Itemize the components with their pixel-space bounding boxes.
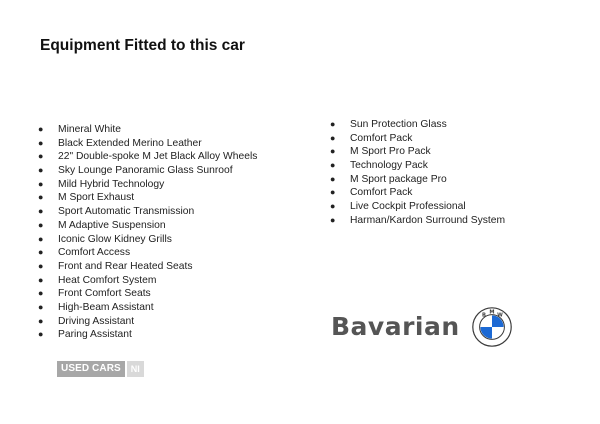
equipment-item xyxy=(38,150,257,164)
equipment-item-label: Comfort Access xyxy=(58,247,131,259)
equipment-item xyxy=(330,159,505,173)
equipment-item-label: Iconic Glow Kidney Grills xyxy=(58,233,172,245)
bullet-icon: ● xyxy=(38,260,44,271)
equipment-item xyxy=(38,233,257,247)
equipment-item-label: Technology Pack xyxy=(350,160,428,172)
used-cars-label: USED CARS xyxy=(57,361,125,377)
bullet-icon: ● xyxy=(38,329,44,340)
region-label: NI xyxy=(127,361,144,377)
bullet-icon: ● xyxy=(38,124,44,134)
bmw-letter-w: W xyxy=(496,312,503,319)
equipment-item xyxy=(330,118,505,132)
equipment-item xyxy=(330,173,505,187)
equipment-item-label: Live Cockpit Professional xyxy=(350,201,466,213)
equipment-item xyxy=(38,274,257,288)
equipment-item-label: High-Beam Assistant xyxy=(58,301,154,313)
equipment-item xyxy=(38,219,257,233)
equipment-item-label: Sky Lounge Panoramic Glass Sunroof xyxy=(58,165,233,177)
equipment-item-label: M Adaptive Suspension xyxy=(58,219,166,231)
equipment-item xyxy=(38,328,257,342)
equipment-item-label: Mineral White xyxy=(58,124,121,135)
bmw-roundel-icon xyxy=(472,307,512,347)
equipment-item-label: Comfort Pack xyxy=(350,187,413,199)
equipment-item xyxy=(38,123,257,137)
equipment-item-label: Mild Hybrid Technology xyxy=(58,178,165,190)
bullet-icon: ● xyxy=(38,178,44,189)
equipment-item xyxy=(38,191,257,205)
bullet-icon: ● xyxy=(330,132,336,143)
equipment-item-label: Sport Automatic Transmission xyxy=(58,206,195,218)
equipment-item xyxy=(38,137,257,151)
equipment-item-label: Sun Protection Glass xyxy=(350,119,447,130)
equipment-item xyxy=(330,214,505,228)
bullet-icon: ● xyxy=(330,201,336,212)
equipment-item xyxy=(38,205,257,219)
equipment-item-label: Harman/Kardon Surround System xyxy=(350,214,506,226)
bullet-icon: ● xyxy=(38,137,44,148)
bullet-icon: ● xyxy=(38,233,44,244)
equipment-list-right xyxy=(330,118,505,228)
bmw-letter-m: M xyxy=(489,309,495,316)
equipment-item-label: 22" Double-spoke M Jet Black Alloy Wheels xyxy=(58,151,258,163)
equipment-item-label: Driving Assistant xyxy=(58,315,135,327)
used-cars-badge xyxy=(57,361,144,377)
bullet-icon: ● xyxy=(330,214,336,225)
equipment-item xyxy=(38,246,257,260)
bullet-icon: ● xyxy=(38,192,44,203)
equipment-item xyxy=(38,178,257,192)
equipment-item xyxy=(38,260,257,274)
bullet-icon: ● xyxy=(38,315,44,326)
equipment-item-label: Comfort Pack xyxy=(350,132,413,144)
equipment-item-label: M Sport Pro Pack xyxy=(350,146,431,158)
equipment-item xyxy=(330,132,505,146)
dealer-brand xyxy=(331,305,512,349)
bullet-icon: ● xyxy=(38,301,44,312)
bullet-icon: ● xyxy=(330,173,336,184)
equipment-item-label: M Sport Exhaust xyxy=(58,192,135,204)
bullet-icon: ● xyxy=(38,165,44,176)
bullet-icon: ● xyxy=(38,151,44,162)
equipment-item xyxy=(330,200,505,214)
equipment-item xyxy=(330,186,505,200)
equipment-item-label: Heat Comfort System xyxy=(58,274,157,286)
equipment-item-label: Paring Assistant xyxy=(58,329,132,341)
equipment-item xyxy=(38,287,257,301)
brand-name: Bavarian xyxy=(331,312,460,341)
bmw-letter-b: B xyxy=(481,312,486,319)
page-title: Equipment Fitted to this car xyxy=(40,37,245,54)
bullet-icon: ● xyxy=(38,206,44,217)
bullet-icon: ● xyxy=(38,288,44,299)
equipment-item xyxy=(38,164,257,178)
bullet-icon: ● xyxy=(38,247,44,258)
bullet-icon: ● xyxy=(330,119,336,129)
bullet-icon: ● xyxy=(330,146,336,157)
equipment-item xyxy=(38,315,257,329)
equipment-item xyxy=(38,301,257,315)
bullet-icon: ● xyxy=(330,160,336,171)
equipment-item-label: Black Extended Merino Leather xyxy=(58,137,202,149)
equipment-item xyxy=(330,145,505,159)
bullet-icon: ● xyxy=(330,187,336,198)
equipment-item-label: M Sport package Pro xyxy=(350,173,447,185)
bullet-icon: ● xyxy=(38,274,44,285)
bullet-icon: ● xyxy=(38,219,44,230)
equipment-item-label: Front and Rear Heated Seats xyxy=(58,260,193,272)
equipment-item-label: Front Comfort Seats xyxy=(58,288,151,300)
equipment-list-left xyxy=(38,123,257,342)
